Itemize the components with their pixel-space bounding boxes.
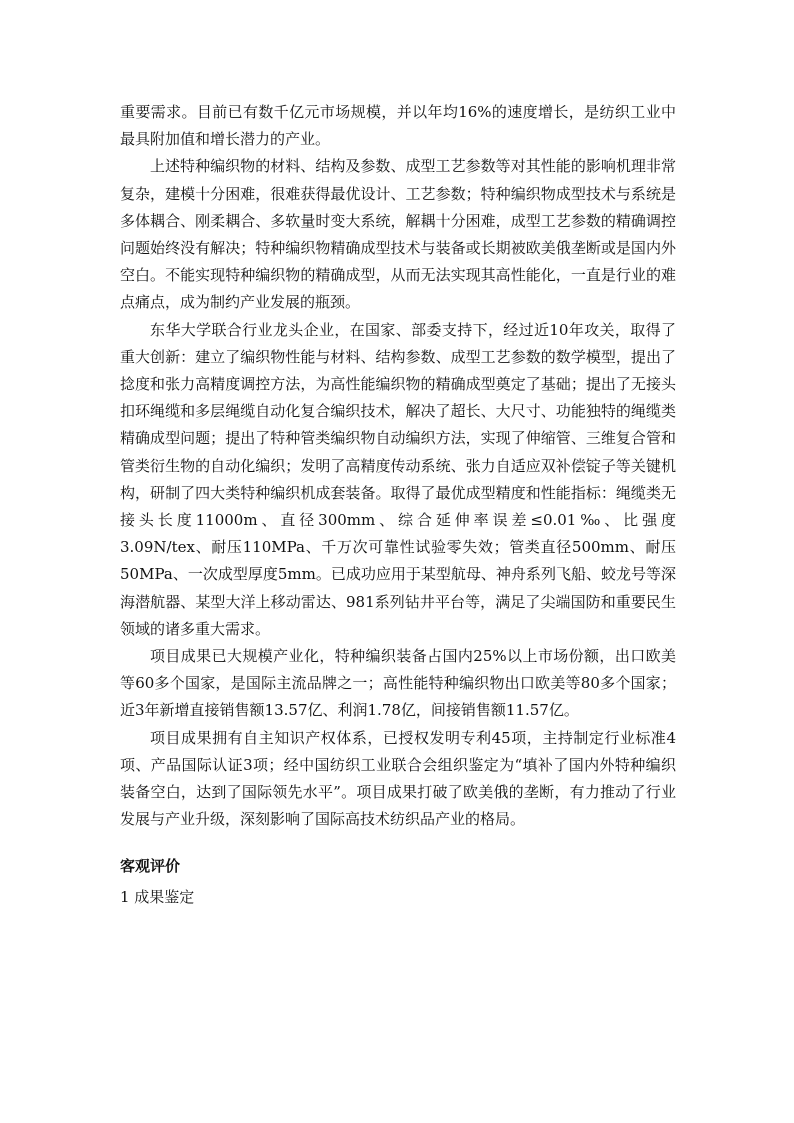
section-heading-objective-evaluation: 客观评价: [120, 857, 181, 876]
subsection-heading-appraisal: 1 成果鉴定: [120, 888, 195, 907]
paragraph-innovations: 东华大学联合行业龙头企业，在国家、部委支持下，经过近10年攻关，取得了重大创新：建立了编织物性能与材料、结构参数、成型工艺参数的数学模型，提出了捻度和张力高精度调控方法，为高性能编织物的精确成型奠定了基础；提出了无接头扣环绳缆和多层绳缆自动化复合编织技术，解决了超长、大尺寸、功能独特的绳缆类精确成型问题；提出了特种管类编织物自动编织方法，实现了伸缩管、三维复合管和管类衍生物的自动化编织；发明了高精度传动系统、张力自适应双补偿锭子等关键机构，研制了四大类特种编织机成套装备。取得了最优成型精度和性能指标：绳缆类无接头长度11000m、直径300mm、综合延伸率误差≤0.01‰、比强度3.09N/tex、耐压110MPa、千万次可靠性试验零失效；管类直径500mm、耐压50MPa、一次成型厚度5mm。已成功应用于某型航母、神舟系列飞船、蛟龙号等深海潜航器、某型大洋上移动雷达、981系列钻井平台等，满足了尖端国防和重要民生领域的诸多重大需求。: [120, 320, 676, 638]
paragraph-market-scale: 重要需求。目前已有数千亿元市场规模，并以年均16%的速度增长，是纺织工业中最具附加值和增长潜力的产业。: [120, 103, 676, 149]
paragraph-industrialization: 项目成果已大规模产业化，特种编织装备占国内25%以上市场份额，出口欧美等60多个国家，是国际主流品牌之一；高性能特种编织物出口欧美等80多个国家；近3年新增直接销售额13.57亿、利润1.78亿，间接销售额11.57亿。: [120, 647, 676, 720]
paragraph-challenges: 上述特种编织物的材料、结构及参数、成型工艺参数等对其性能的影响机理非常复杂，建模十分困难，很难获得最优设计、工艺参数；特种编织物成型技术与系统是多体耦合、刚柔耦合、多软量时变大系统，解耦十分困难，成型工艺参数的精确调控问题始终没有解决；特种编织物精确成型技术与装备或长期被欧美俄垄断或是国内外空白。不能实现特种编织物的精确成型，从而无法实现其高性能化，一直是行业的难点痛点，成为制约产业发展的瓶颈。: [120, 157, 676, 312]
document-page: [120, 99, 676, 911]
paragraph-intellectual-property: 项目成果拥有自主知识产权体系，已授权发明专利45项，主持制定行业标准4项、产品国际认证3项；经中国纺织工业联合会组织鉴定为“填补了国内外特种编织装备空白，达到了国际领先水平”。项目成果打破了欧美俄的垄断，有力推动了行业发展与产业升级，深刻影响了国际高技术纺织品产业的格局。: [120, 728, 676, 829]
